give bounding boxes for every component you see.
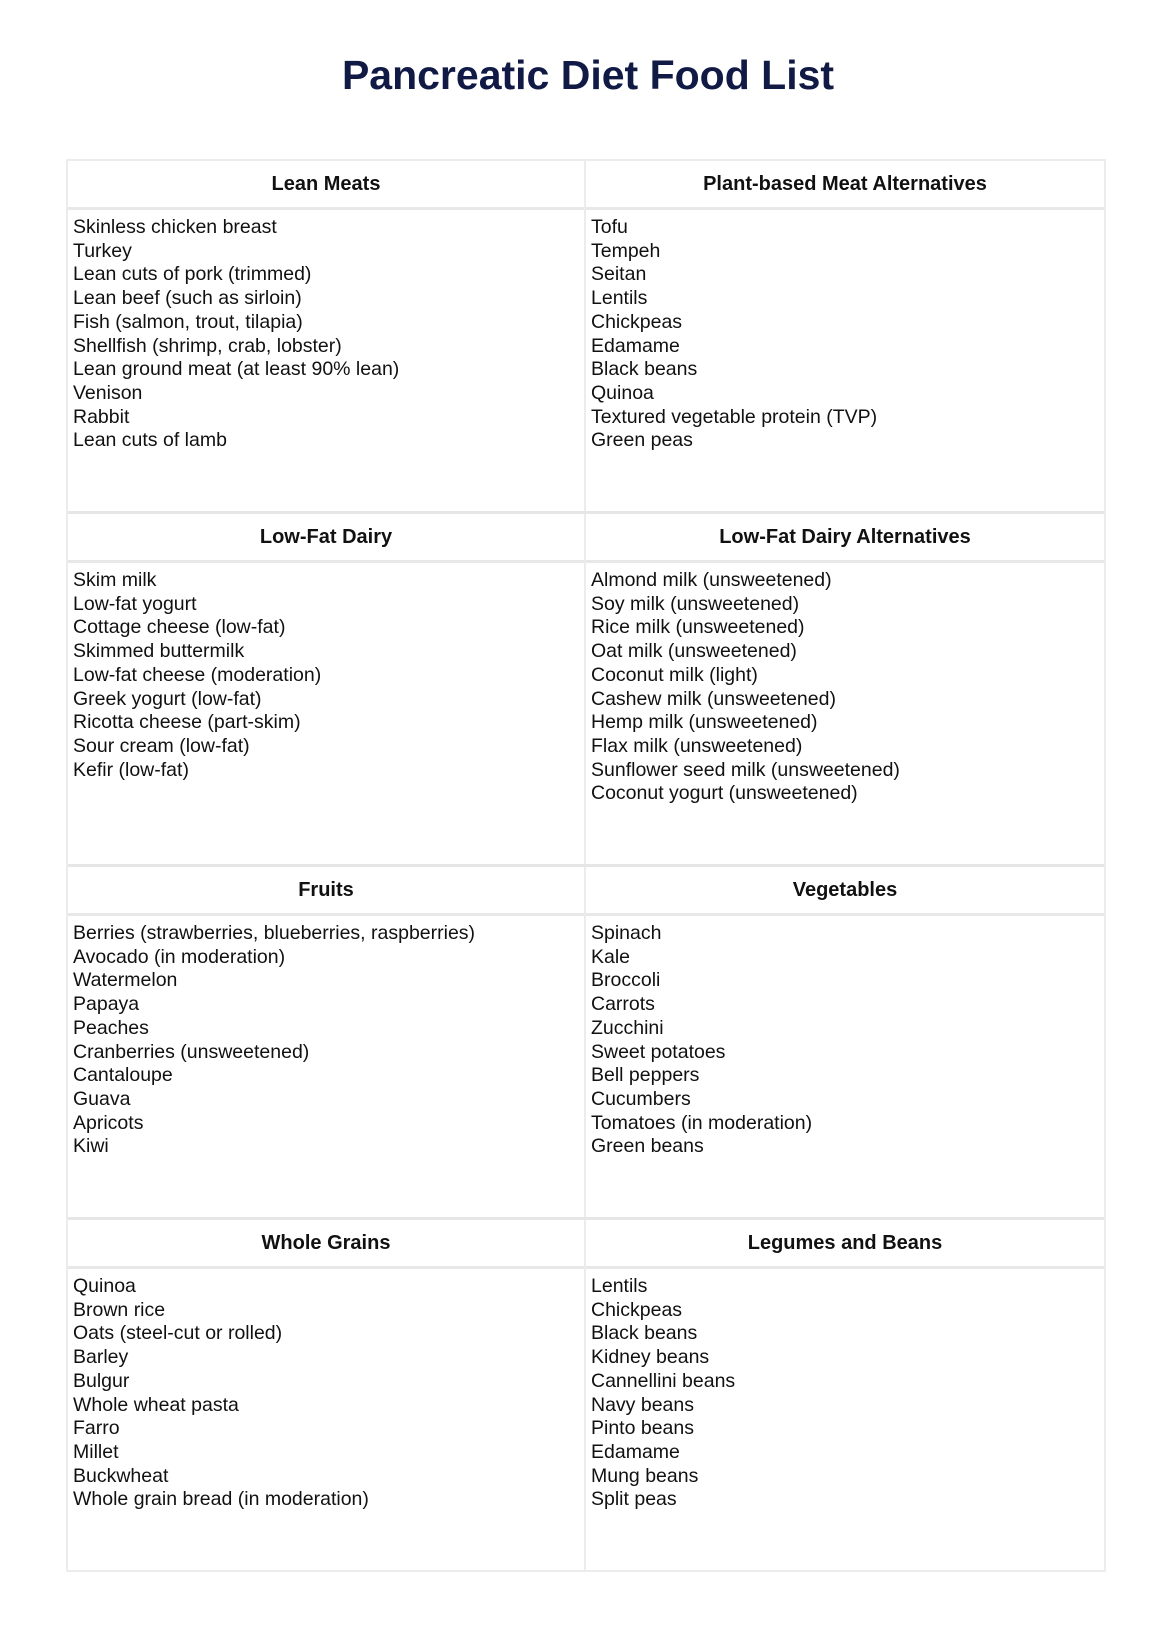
list-item: Peaches (73, 1016, 149, 1039)
category-column (586, 161, 1104, 511)
list-item: Coconut yogurt (unsweetened) (591, 782, 858, 805)
category-heading: Vegetables (586, 867, 1104, 916)
list-item: Lean cuts of lamb (73, 429, 227, 452)
list-item: Edamame (591, 334, 680, 357)
list-item: Split peas (591, 1488, 677, 1511)
list-item: Tempeh (591, 239, 661, 262)
list-item: Almond milk (unsweetened) (591, 569, 832, 591)
category-column (68, 514, 586, 864)
category-heading: Whole Grains (68, 1220, 584, 1269)
list-item: Kale (591, 945, 631, 968)
list-item: Skimmed buttermilk (73, 640, 245, 663)
category-heading: Low-Fat Dairy Alternatives (586, 514, 1104, 563)
food-list (586, 210, 1104, 453)
food-list (68, 210, 584, 453)
list-item: Lean cuts of pork (trimmed) (73, 263, 312, 286)
list-item: Oat milk (unsweetened) (591, 640, 797, 663)
list-item: Textured vegetable protein (TVP) (591, 405, 878, 428)
list-item: Barley (73, 1346, 129, 1369)
list-item: Mung beans (591, 1464, 699, 1487)
list-item: Green peas (591, 429, 693, 452)
list-item: Rice milk (unsweetened) (591, 616, 805, 639)
list-item: Edamame (591, 1440, 680, 1463)
category-column (68, 161, 586, 511)
table-section (68, 864, 1104, 1217)
list-item: Sweet potatoes (591, 1040, 726, 1063)
list-item: Venison (73, 381, 143, 404)
list-item: Ricotta cheese (part-skim) (73, 711, 301, 734)
list-item: Oats (steel-cut or rolled) (73, 1322, 283, 1345)
list-item: Low-fat cheese (moderation) (73, 663, 322, 686)
list-item: Flax milk (unsweetened) (591, 734, 803, 757)
food-list (586, 916, 1104, 1159)
list-item: Farro (73, 1417, 120, 1440)
list-item: Shellfish (shrimp, crab, lobster) (73, 334, 342, 357)
list-item: Chickpeas (591, 1298, 683, 1321)
category-column (586, 1220, 1104, 1570)
list-item: Turkey (73, 239, 132, 262)
list-item: Zucchini (591, 1016, 664, 1039)
list-item: Lean ground meat (at least 90% lean) (73, 358, 400, 381)
list-item: Sunflower seed milk (unsweetened) (591, 758, 900, 781)
list-item: Berries (strawberries, blueberries, raspberries) (73, 922, 476, 944)
table-section (68, 511, 1104, 864)
list-item: Chickpeas (591, 310, 683, 333)
list-item: Greek yogurt (low-fat) (73, 687, 262, 710)
food-list (68, 916, 584, 1159)
list-item: Black beans (591, 1322, 698, 1345)
list-item: Seitan (591, 263, 647, 286)
list-item: Carrots (591, 993, 655, 1016)
list-item: Buckwheat (73, 1464, 169, 1487)
page-title: Pancreatic Diet Food List (341, 52, 835, 98)
food-list (586, 563, 1104, 806)
list-item: Quinoa (591, 381, 654, 404)
list-item: Coconut milk (light) (591, 663, 758, 686)
list-item: Spinach (591, 922, 662, 944)
list-item: Green beans (591, 1135, 704, 1158)
food-list-table (66, 159, 1106, 1572)
category-heading: Plant-based Meat Alternatives (586, 161, 1104, 210)
list-item: Bell peppers (591, 1064, 700, 1087)
category-heading: Legumes and Beans (586, 1220, 1104, 1269)
list-item: Kefir (low-fat) (73, 758, 189, 781)
category-heading: Low-Fat Dairy (68, 514, 584, 563)
list-item: Brown rice (73, 1298, 166, 1321)
list-item: Cucumbers (591, 1087, 691, 1110)
food-list (68, 1269, 584, 1512)
food-list (68, 563, 584, 782)
list-item: Cranberries (unsweetened) (73, 1040, 310, 1063)
list-item: Navy beans (591, 1393, 694, 1416)
category-heading: Lean Meats (68, 161, 584, 210)
list-item: Skim milk (73, 569, 157, 591)
category-column (68, 1220, 586, 1570)
category-column (586, 514, 1104, 864)
list-item: Bulgur (73, 1369, 130, 1392)
list-item: Watermelon (73, 969, 178, 992)
list-item: Kidney beans (591, 1346, 710, 1369)
list-item: Lentils (591, 287, 648, 310)
list-item: Guava (73, 1087, 131, 1110)
list-item: Millet (73, 1440, 119, 1463)
list-item: Lean beef (such as sirloin) (73, 287, 302, 310)
list-item: Rabbit (73, 405, 130, 428)
list-item: Cottage cheese (low-fat) (73, 616, 286, 639)
list-item: Soy milk (unsweetened) (591, 592, 800, 615)
list-item: Papaya (73, 993, 140, 1016)
list-item: Hemp milk (unsweetened) (591, 711, 818, 734)
list-item: Low-fat yogurt (73, 592, 197, 615)
food-list (586, 1269, 1104, 1512)
list-item: Avocado (in moderation) (73, 945, 286, 968)
list-item: Fish (salmon, trout, tilapia) (73, 310, 303, 333)
table-section (68, 161, 1104, 511)
list-item: Whole wheat pasta (73, 1393, 239, 1416)
list-item: Apricots (73, 1111, 144, 1134)
list-item: Tofu (591, 216, 628, 238)
list-item: Whole grain bread (in moderation) (73, 1488, 369, 1511)
category-heading: Fruits (68, 867, 584, 916)
list-item: Lentils (591, 1275, 648, 1297)
list-item: Cannellini beans (591, 1369, 736, 1392)
list-item: Tomatoes (in moderation) (591, 1111, 813, 1134)
table-section (68, 1217, 1104, 1570)
list-item: Sour cream (low-fat) (73, 734, 250, 757)
list-item: Kiwi (73, 1135, 109, 1158)
category-column (68, 867, 586, 1217)
list-item: Cashew milk (unsweetened) (591, 687, 836, 710)
list-item: Skinless chicken breast (73, 216, 277, 238)
list-item: Pinto beans (591, 1417, 694, 1440)
list-item: Cantaloupe (73, 1064, 173, 1087)
list-item: Broccoli (591, 969, 661, 992)
list-item: Black beans (591, 358, 698, 381)
category-column (586, 867, 1104, 1217)
list-item: Quinoa (73, 1275, 136, 1297)
